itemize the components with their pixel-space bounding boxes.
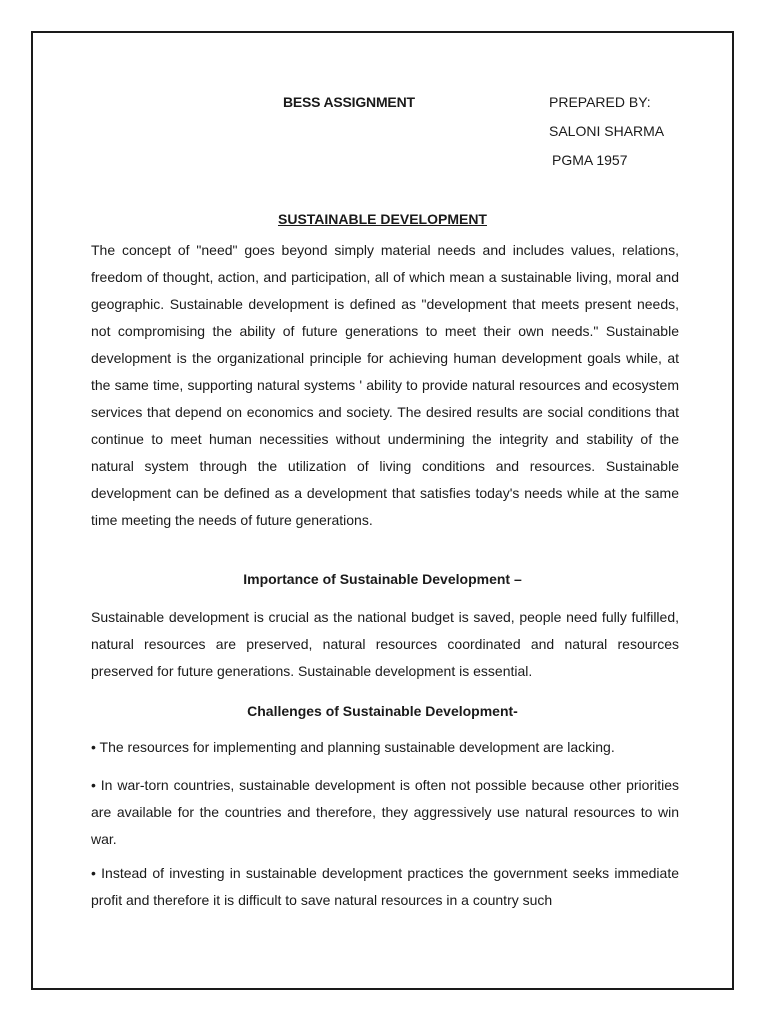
document-page [31,31,734,990]
assignment-title: BESS ASSIGNMENT [283,94,415,110]
importance-heading: Importance of Sustainable Development – [243,571,522,587]
importance-paragraph: Sustainable development is crucial as the national budget is saved, people need fully fulfilled, natural resources are preserved, natural resources coordinated and natural resources preserved for future generations. Sustainable development is essential. [91,609,679,679]
concept-paragraph: The concept of "need" goes beyond simply material needs and includes values, relations, freedom of thought, action, and participation, all of which mean a sustainable living, moral and geographic. Sustainable development is defined as "development that meets present needs, not compromising the ability of future generations to meet their own needs." Sustainable development is the organizational principle for achieving human development goals while, at the same time, supporting natural systems ' ability to provide natural resources and ecosystem services that depend on economics and society. The desired results are social conditions that continue to meet human necessities without undermining the integrity and stability of the natural system through the utilization of living conditions and resources. Sustainable development can be defined as a development that satisfies today's needs while at the same time meeting the needs of future generations. [91,242,679,528]
challenge-bullet: • In war-torn countries, sustainable development is often not possible because other priorities are available for the countries and therefore, they aggressively use natural resources to win war. [91,777,679,847]
challenges-heading: Challenges of Sustainable Development- [247,703,518,719]
challenge-bullet: • Instead of investing in sustainable development practices the government seeks immediate profit and therefore it is difficult to save natural resources in a country such [91,865,679,908]
author-name: SALONI SHARMA [549,123,665,139]
roll-number: PGMA 1957 [552,152,628,168]
prepared-by-label: PREPARED BY: [549,94,651,110]
main-heading: SUSTAINABLE DEVELOPMENT [278,211,487,227]
challenge-bullet: • The resources for implementing and planning sustainable development are lacking. [91,739,615,755]
prepared-by-block [549,88,664,175]
